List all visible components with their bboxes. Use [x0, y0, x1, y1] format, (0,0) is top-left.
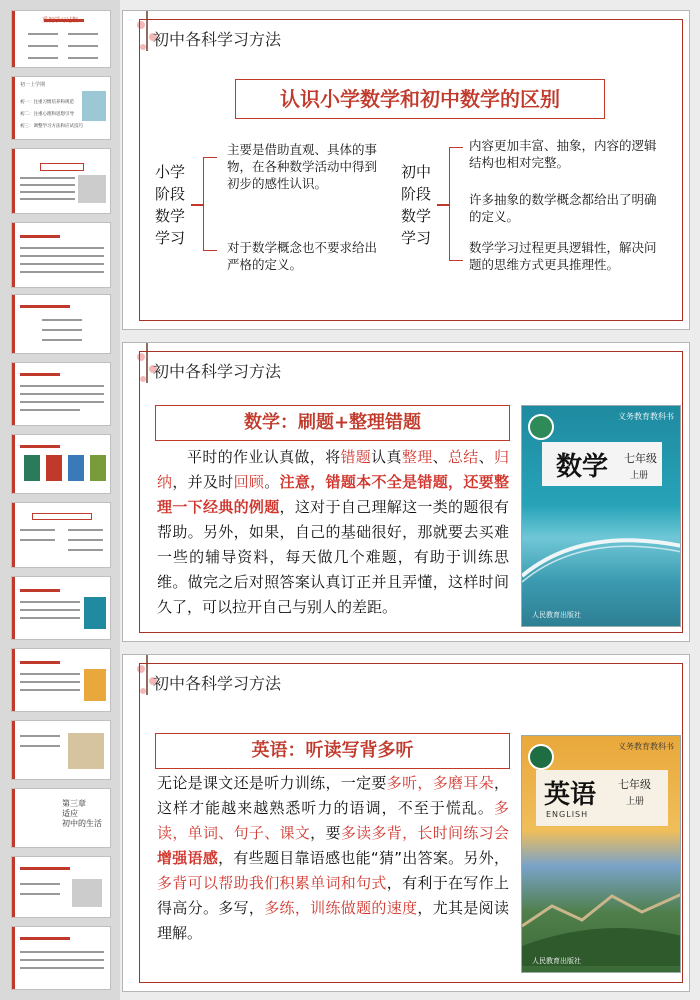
paragraph-text: ，这样才能越来越熟悉听力的语调，不至于慌乱。	[157, 774, 509, 817]
slide-thumbnail-9[interactable]	[11, 576, 111, 640]
right-bracket	[449, 147, 463, 261]
slide-thumbnail-2[interactable]	[11, 76, 111, 140]
label-line: 阶段	[154, 185, 185, 203]
slide-thumbnail-11[interactable]	[11, 720, 111, 780]
middle-point-2: 许多抽象的数学概念都给出了明确的定义。	[469, 192, 657, 224]
paragraph-text: ，有些题目靠语感也能“猜”出答案。另外，	[218, 849, 509, 867]
slide-math-differences[interactable]	[122, 10, 690, 330]
slide-thumbnail-5[interactable]	[11, 294, 111, 354]
slide-math-method[interactable]	[122, 342, 690, 642]
slide-title: 英语：听读写背多听	[155, 733, 510, 769]
label-line: 小学	[154, 163, 185, 181]
highlighted-text: 错题	[340, 448, 372, 466]
highlighted-text: 整理	[401, 448, 433, 466]
label-line: 阶段	[400, 185, 431, 203]
highlighted-text: 多练，训练做题的速度	[264, 899, 418, 917]
label-line: 数学	[154, 207, 185, 225]
left-bracket-tick	[191, 204, 203, 206]
paragraph-text: ，尤其是阅读理解。	[157, 899, 509, 942]
thumbnail-line: 适应	[62, 809, 78, 818]
thumbnail-line: 初三：调整学习方法和应试技巧	[20, 124, 83, 129]
highlighted-text: 多读多背，长时间练习会	[340, 824, 509, 842]
paragraph-text: ，有利于在写作上得高分。多写，	[157, 874, 509, 917]
slide-header: 初中各科学习方法	[153, 30, 282, 49]
thumbnail-title: 重视学习过程	[42, 17, 79, 24]
slide-header: 初中各科学习方法	[153, 674, 282, 693]
slide-title: 认识小学数学和初中数学的区别	[235, 79, 605, 119]
slide-thumbnail-panel	[0, 0, 120, 1000]
thumbnail-line: 初二：注重心理和思想引导	[20, 112, 74, 117]
highlighted-text: 多读，单词、句子、课文	[157, 799, 509, 842]
paragraph-text: 。	[264, 473, 280, 491]
highlighted-text: 总结	[447, 448, 479, 466]
highlighted-text: 回顾	[233, 473, 265, 491]
slide-english-method[interactable]	[122, 654, 690, 992]
paragraph-text: 认真	[371, 448, 402, 466]
english-textbook-cover	[521, 735, 681, 973]
slide-thumbnail-4[interactable]	[11, 222, 111, 288]
slide-thumbnail-1[interactable]	[11, 10, 111, 68]
slide-thumbnail-8[interactable]	[11, 502, 111, 568]
primary-point-2: 对于数学概念也不要求给出严格的定义。	[227, 240, 378, 272]
paragraph-text: 无论是课文还是听力训练，一定要	[157, 774, 387, 792]
highlighted-text: 多听，多磨耳朵	[386, 774, 494, 792]
book-title: 英语	[544, 780, 597, 810]
thumbnail-line: 初中的生活	[62, 819, 102, 828]
slide-header: 初中各科学习方法	[153, 362, 282, 381]
book-publisher: 人民教育出版社	[532, 611, 581, 619]
slide-title: 数学：刷题+整理错题	[155, 405, 510, 441]
thumbnail-line: 初一：注重习惯培养和规范	[20, 100, 74, 105]
label-line: 学习	[400, 229, 431, 247]
slide-thumbnail-10[interactable]	[11, 648, 111, 712]
paragraph-text: ，并及时	[172, 473, 234, 491]
middle-point-3: 数学学习过程更具逻辑性，解决问题的思维方式更具推理性。	[469, 240, 657, 272]
paragraph-text: ，这对于自己理解这一类的题很有帮助。另外，如果，自己的基础很好，那就要去买难一些的辅导资料，每天做几个难题，有助于训练思维。做完之后对照答案认真订正并且弄懂，这样时间久了，可以拉开自己与别人的差距。	[157, 498, 509, 616]
slide-thumbnail-7[interactable]	[11, 434, 111, 494]
book-english-title: ENGLISH	[546, 810, 589, 819]
math-textbook-cover	[521, 405, 681, 627]
slide-thumbnail-6[interactable]	[11, 362, 111, 426]
publisher-emblem-icon	[528, 744, 554, 770]
great-wall-illustration-icon	[522, 876, 681, 966]
book-series: 义务教育教科书	[618, 412, 674, 421]
slide-thumbnail-12[interactable]	[11, 788, 111, 848]
paragraph-text: 平时的作业认真做，将	[187, 448, 341, 466]
slide-thumbnail-14[interactable]	[11, 926, 111, 990]
book-series: 义务教育教科书	[618, 742, 674, 751]
primary-point-1: 主要是借助直观、具体的事物，在各种数学活动中得到初步的感性认识。	[227, 142, 378, 191]
slide-thumbnail-3[interactable]	[11, 148, 111, 214]
book-volume: 上册	[630, 471, 649, 481]
book-grade: 七年级	[618, 778, 651, 791]
right-bracket-tick	[437, 204, 449, 206]
publisher-emblem-icon	[528, 414, 554, 440]
book-publisher: 人民教育出版社	[532, 957, 581, 965]
middle-school-label	[399, 161, 433, 249]
book-grade: 七年级	[624, 452, 657, 465]
highlighted-text: 增强语感	[157, 849, 219, 867]
thumbnail-chapter	[62, 799, 102, 829]
label-line: 学习	[154, 229, 185, 247]
book-volume: 上册	[626, 797, 645, 807]
label-line: 初中	[400, 163, 431, 181]
paragraph-text: 、	[478, 448, 494, 466]
middle-point-1: 内容更加丰富、抽象，内容的逻辑结构也相对完整。	[469, 138, 657, 170]
book-title: 数学	[556, 452, 609, 482]
highlighted-text: 多背可以帮助我们积累单词和句式	[157, 874, 387, 892]
slide-thumbnail-13[interactable]	[11, 856, 111, 918]
primary-school-label	[153, 161, 187, 249]
bridge-illustration-icon	[522, 516, 681, 596]
highlighted-text: 注意，错题本不全是错题，还要整理一下经典的例题	[157, 473, 509, 516]
paragraph-text: 、	[432, 448, 448, 466]
left-bracket	[203, 157, 217, 251]
label-line: 数学	[400, 207, 431, 225]
paragraph-text: ，要	[310, 824, 341, 842]
math-paragraph	[157, 445, 509, 620]
thumbnail-title: 初一上学期	[20, 82, 46, 88]
english-paragraph	[157, 771, 509, 946]
thumbnail-line: 第三章	[62, 799, 86, 808]
highlighted-text: 归纳	[157, 448, 509, 491]
